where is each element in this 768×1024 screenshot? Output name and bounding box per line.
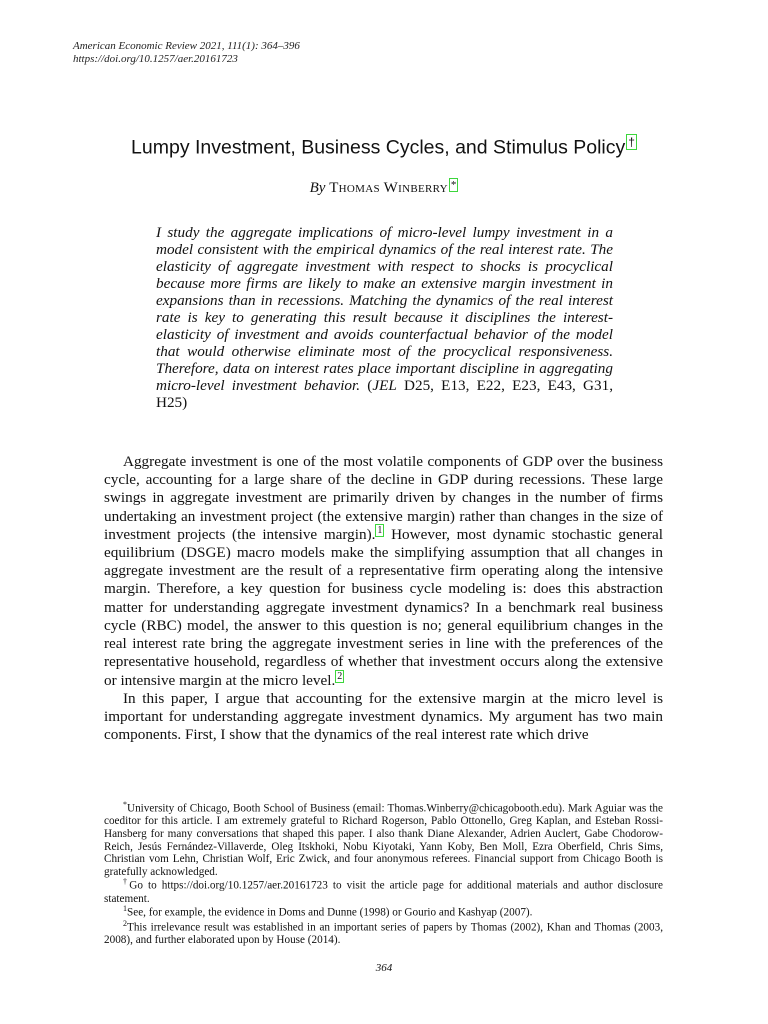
footnote-text: See, for example, the evidence in Doms and Dunne (1998) or Gourio and Kashyap (2007).	[127, 906, 533, 919]
body-paragraph: In this paper, I argue that accounting for the extensive margin at the micro level is important for understanding aggregate investment dynamics. My argument has two main components. First, I show that the dynamics of the real interest rate which drive	[104, 689, 663, 744]
main-text	[104, 453, 663, 744]
journal-header	[73, 40, 300, 66]
jel-label: JEL	[372, 377, 397, 394]
byline	[0, 180, 768, 197]
body-text-segment: However, most dynamic stochastic general equilibrium (DSGE) macro models make the simplifying assumption that all changes in aggregate investment are the result of a representative firm operating along the intensive margin. Therefore, a key question for business cycle modeling is: does this abstraction matter for understanding aggregate investment dynamics? In a benchmark real business cycle (RBC) model, the answer to this question is no; general equilibrium changes in the real interest rate bring the aggregate investment series in line with the preferences of the representative household, regardless of whether that investment occurs along the extensive or intensive margin at the micro level.	[104, 525, 663, 689]
jel-open: (	[360, 377, 373, 394]
footnote-mark: †	[123, 877, 130, 887]
footnote-1-link[interactable]: 1	[377, 524, 383, 536]
footnote-mark: 1	[123, 904, 127, 914]
article-title	[0, 136, 768, 160]
footnote-dagger	[104, 878, 663, 905]
journal-citation: American Economic Review 2021, 111(1): 364–396	[73, 40, 300, 52]
footnote-mark: *	[123, 800, 127, 809]
footnote-text: Go to https://doi.org/10.1257/aer.20161723 to visit the article page for additional materials and author disclosure statement.	[104, 880, 664, 905]
footnote-1	[104, 905, 663, 919]
page-number: 364	[375, 962, 393, 974]
author-name: Thomas Winberry	[329, 180, 448, 196]
author-note-link[interactable]: *	[450, 179, 457, 191]
abstract-text: I study the aggregate implications of micro-level lumpy investment in a model consistent with the empirical dynamics of the real interest rate. The elasticity of aggregate investment with respect to shocks is procyclical because more firms are likely to make an extensive margin investment in expansions than in recessions. Matching the dynamics of the real interest rate is key to generating this result because it disciplines the interest-elasticity of investment and avoids counterfactual behavior of the model that would otherwise eliminate most of the procyclical responsiveness. Therefore, data on interest rates place important discipline in aggregating micro-level investment behavior.	[156, 224, 613, 394]
title-note-link[interactable]: †	[628, 135, 635, 149]
footnote-author	[104, 801, 663, 878]
body-paragraph	[104, 453, 663, 690]
article-doi[interactable]: https://doi.org/10.1257/aer.20161723	[73, 53, 238, 65]
byline-by: By	[309, 180, 326, 196]
footnotes	[104, 801, 663, 946]
footnote-2-link[interactable]: 2	[337, 670, 343, 682]
article-title-text: Lumpy Investment, Business Cycles, and Stimulus Policy	[131, 136, 626, 159]
body-text-segment: Aggregate investment is one of the most volatile components of GDP over the business cycle, accounting for a large share of the decline in GDP during recessions. These large swings in aggregate investment are primarily driven by changes in the number of firms undertaking an investment project (the extensive margin) rather than changes in the size of investment projects (the intensive margin).	[104, 453, 663, 543]
jel-codes: D25, E13, E22, E23, E43, G31, H25)	[156, 377, 614, 411]
footnote-2	[104, 920, 663, 947]
footnote-text: University of Chicago, Booth School of Business (email: Thomas.Winberry@chicagobooth.edu). Mark Aguiar was the coeditor for this article. I am extremely grateful to Richard Rogerson, Pablo Ottonello, Greg Kaplan, and Esteban Rossi-Hansberg for many conversations that shaped this paper. I also thank Diane Alexander, Adrien Auclert, Gabe Chodorow-Reich, Jesús Fernández-Villaverde, Oleg Itskhoki, Nobu Kiyotaki, Yann Koby, Ben Moll, Ezra Oberfield, Chris Sims, Christian vom Lehn, Christian Wolf, Eric Zwick, and four anonymous referees. Financial support from Chicago Booth is gratefully acknowledged.	[104, 802, 663, 878]
footnote-text: This irrelevance result was established in an important series of papers by Thomas (2002), Khan and Thomas (2003, 2008), and further elaborated upon by House (2014).	[104, 921, 663, 946]
footnote-mark: 2	[123, 918, 127, 928]
abstract	[156, 224, 613, 411]
